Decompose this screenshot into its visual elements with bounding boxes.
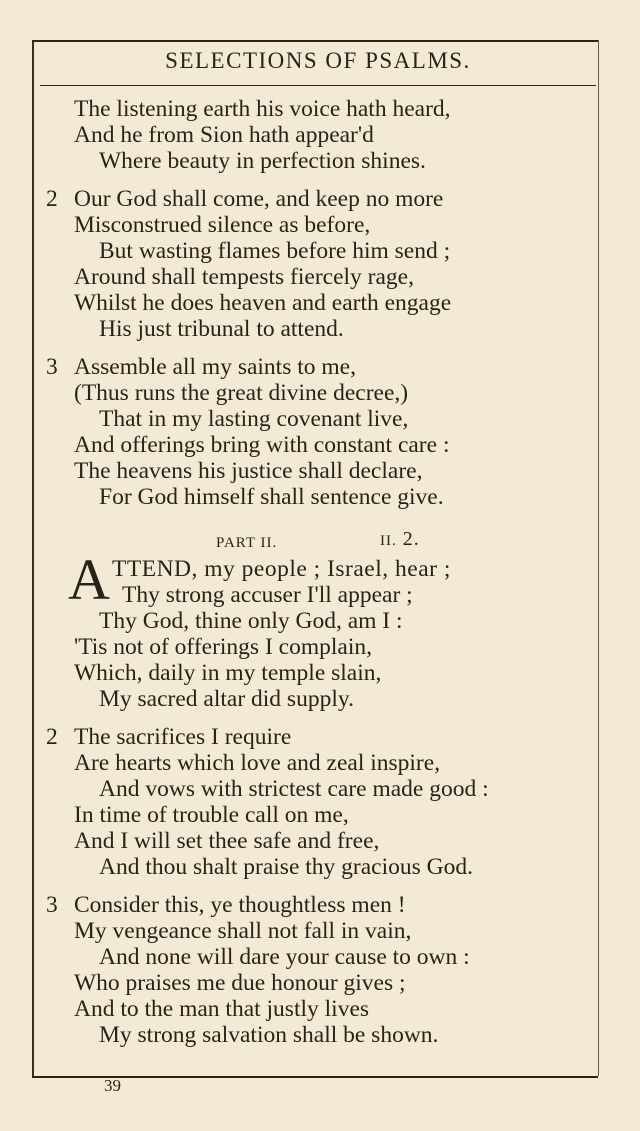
running-head: SELECTIONS OF PSALMS. [165,48,471,73]
page-number: 39 [104,1076,121,1095]
stanza-number: 3 [46,354,58,380]
drop-cap: A [68,547,110,612]
verse-line: And to the man that justly lives [74,996,370,1022]
verse-line: Whilst he does heaven and earth engage [74,290,452,316]
verse-line: And vows with strictest care made good : [99,776,489,802]
stanza-number: 2 [46,186,58,212]
verse-line: Around shall tempests fiercely rage, [74,264,414,290]
header-rule [40,85,596,86]
stanza [46,892,586,1048]
stanza [46,354,586,510]
verse-line: Thy strong accuser I'll appear ; [122,582,413,608]
meter-label: II. 2. [380,528,420,550]
verse-line: 3 Consider this, ye thoughtless men ! [46,892,406,918]
verse-line: 3 Assemble all my saints to me, [46,354,356,380]
verse-line: The heavens his justice shall declare, [74,458,423,484]
verse-line: For God himself shall sentence give. [99,484,444,510]
verse-line: Who praises me due honour gives ; [74,970,406,996]
verse-line: 2 Our God shall come, and keep no more [46,186,444,212]
verse-line: Are hearts which love and zeal inspire, [74,750,441,776]
verse-line: 2 The sacrifices I require [46,724,292,750]
stanza [46,186,586,342]
verse-line: That in my lasting covenant live, [99,406,409,432]
stanza [46,96,586,174]
verse-line: Misconstrued silence as before, [74,212,371,238]
verse-line: His just tribunal to attend. [99,316,344,342]
verse-line: And he from Sion hath appear'd [74,122,374,148]
verse-line: Thy God, thine only God, am I : [99,608,403,634]
verse-line: My strong salvation shall be shown. [99,1022,439,1048]
top-rule [32,40,598,42]
stanza [46,724,586,880]
verse-line: And none will dare your cause to own : [99,944,470,970]
part-label: PART II. [216,535,278,551]
verse-line: The listening earth his voice hath heard, [74,96,451,122]
verse-line: My vengeance shall not fall in vain, [74,918,412,944]
psalm-text [46,96,586,1060]
verse-line: And offerings bring with constant care : [74,432,450,458]
verse-line: (Thus runs the great divine decree,) [74,380,409,406]
verse-line: But wasting flames before him send ; [99,238,451,264]
verse-line: My sacred altar did supply. [99,686,354,712]
verse-line: Where beauty in perfection shines. [99,148,426,174]
verse-line: And thou shalt praise thy gracious God. [99,854,473,880]
stanza [46,547,586,712]
stanza-number: 2 [46,724,58,750]
verse-line: Which, daily in my temple slain, [74,660,382,686]
stanza-number: 3 [46,892,58,918]
verse-line: In time of trouble call on me, [74,802,349,828]
part-heading [46,526,586,552]
verse-line: 'Tis not of offerings I complain, [74,634,372,660]
verse-line: A TTEND, my people ; Israel, hear ; [68,547,451,612]
verse-line: And I will set thee safe and free, [74,828,380,854]
